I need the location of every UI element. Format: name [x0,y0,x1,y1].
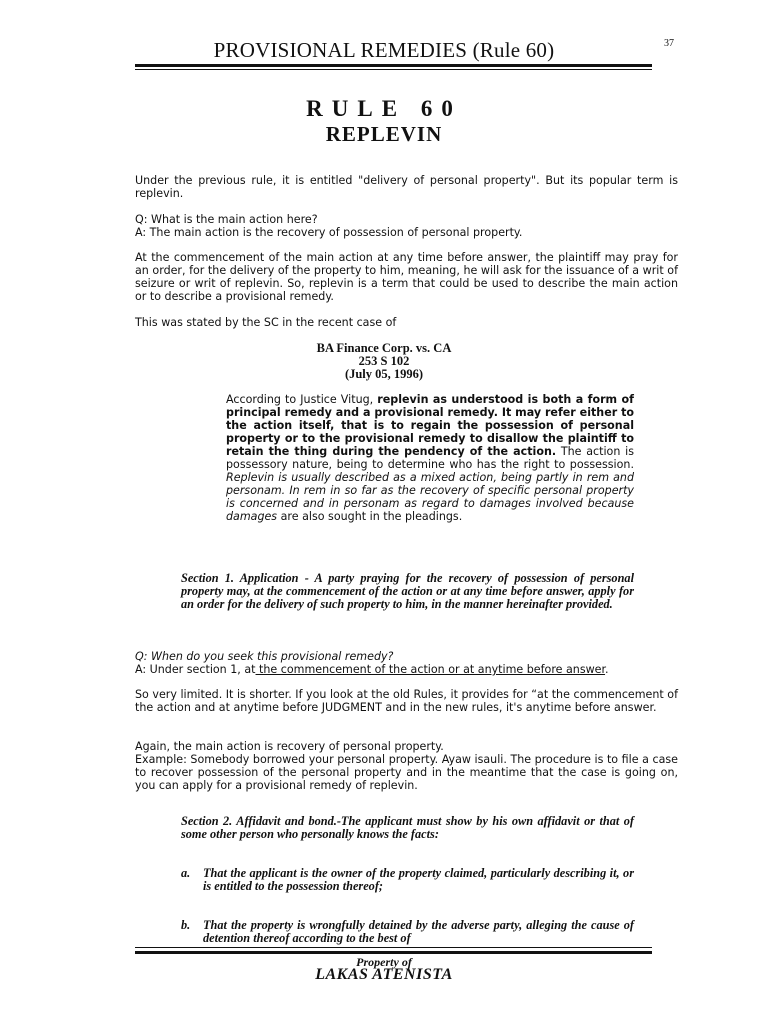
quote-normal: The action is possessory nature, being to determine who has the right to possession. [226,445,634,471]
intro-paragraph: Under the previous rule, it is entitled "delivery of personal property". But its popular term is replevin. [135,174,678,200]
footer-property-of: Property of [356,955,412,969]
quote-italic: Replevin is usually described as a mixed action, being partly in rem and personam. In rem in so far as the recovery of specific personal property is concerned and in personam as regard to damages involved because damages [226,471,634,523]
item-a-text: That the applicant is the owner of the property claimed, particularly describing it, or is entitled to the possession thereof; [203,866,634,893]
footer-rule-thin [135,947,652,948]
qa1-question: Q: What is the main action here? [135,213,318,226]
running-header-title: PROVISIONAL REMEDIES (Rule 60) [213,38,555,62]
case-date: (July 05, 1996) [344,367,424,381]
header-rule-thick [135,64,652,67]
quote-lead: According to Justice Vitug, [226,393,378,406]
section-2-item-a [181,867,634,907]
case-name: BA Finance Corp. vs. CA [316,341,452,355]
rule-subtitle: REPLEVIN [325,122,443,146]
item-b-text: That the property is wrongfully detained by the adverse party, alleging the cause of detention thereof according to the best of [203,918,634,945]
commencement-paragraph: At the commencement of the main action at any time before answer, the plaintiff may pray for an order, for the delivery of the property to him, meaning, he will ask for the issuance of a writ of seizure or writ of replevin. So, replevin is a term that could be used to describe the main action or to describe a provisional remedy. [135,251,678,303]
again-line-1: Again, the main action is recovery of personal property. [135,740,444,753]
case-reporter: 253 S 102 [358,354,410,368]
qa2-answer-tail: . [605,663,609,676]
item-b-label: b. [181,918,191,932]
limited-paragraph: So very limited. It is shorter. If you look at the old Rules, it provides for “at the commencement of the action and at anytime before JUDGMENT and in the new rules, it's anytime before answer. [135,688,678,714]
qa2-question: Q: When do you seek this provisional remedy? [135,650,394,663]
section-2-item-b [181,919,634,947]
stated-paragraph: This was stated by the SC in the recent case of [135,316,397,329]
again-paragraph [135,740,678,792]
section-2-intro: Section 2. Affidavit and bond.-The applicant must show by his own affidavit or that of some other person who personally knows the facts: [181,814,634,841]
vitug-quote [226,393,634,523]
section-1-text: Section 1. Application - A party praying for the recovery of possession of personal property may, at the commencement of the action or at any time before answer, apply for an order for the delivery of such property to him, in the manner hereinafter provided. [181,571,634,611]
qa1 [135,213,678,239]
qa2-answer-underlined: the commencement of the action or at anytime before answer [255,663,606,676]
footer-owner: LAKAS ATENISTA [315,966,453,983]
quote-tail: are also sought in the pleadings. [277,510,463,523]
rule-title: RULE 60 [306,96,462,121]
qa1-answer: A: The main action is the recovery of possession of personal property. [135,226,523,239]
qa2-answer-lead: A: Under section 1, at [135,663,256,676]
header-rule-thin [135,69,652,70]
item-a-label: a. [181,866,191,880]
again-line-2: Example: Somebody borrowed your personal property. Ayaw isauli. The procedure is to file a case to recover possession of the personal property and in the meantime that the case is going on, you can apply for a provisional remedy of replevin. [135,753,678,792]
qa2-answer [135,663,678,676]
qa2 [135,650,678,676]
page-number: 37 [664,38,674,49]
case-citation [0,342,768,381]
footer-rule-thick [135,951,652,954]
quote-bold: replevin as understood is both a form of principal remedy and a provisional remedy. It may refer either to the action itself, that is to regain the possession of personal property or to the provisional remedy to disallow the plaintiff to retain the thing during the pendency of the action. [226,393,634,458]
